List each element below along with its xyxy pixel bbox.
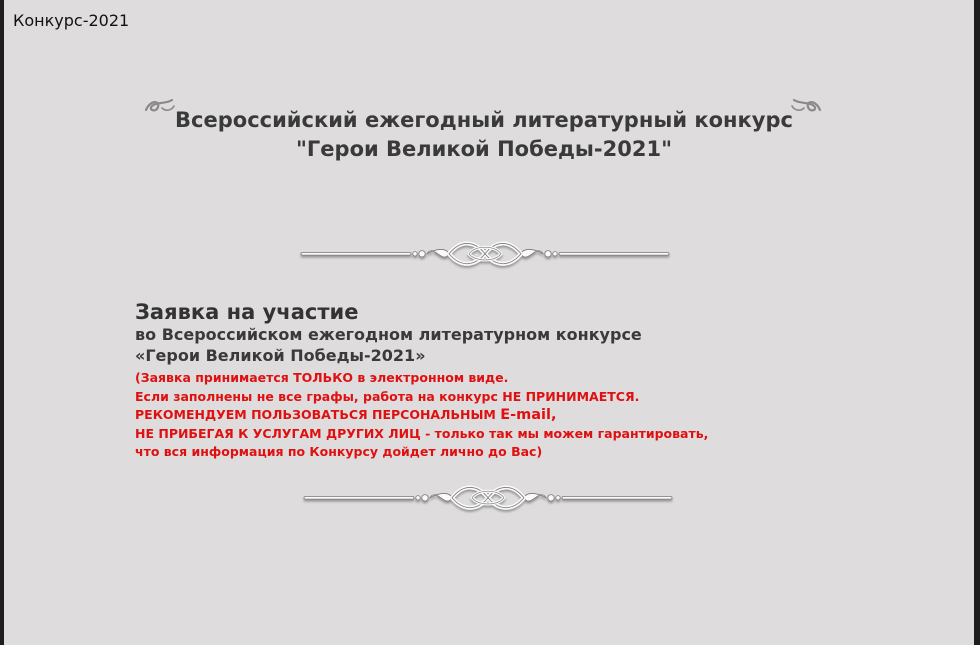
notice-recommend-text: РЕКОМЕНДУЕМ ПОЛЬЗОВАТЬСЯ ПЕРСОНАЛЬНЫМ — [135, 407, 501, 422]
application-form-intro — [135, 300, 735, 462]
notice-line-3 — [135, 406, 735, 425]
right-flourish-icon — [790, 96, 824, 116]
form-subtitle-line-2: «Герои Великой Победы-2021» — [135, 346, 426, 365]
form-heading: Заявка на участие — [135, 300, 359, 324]
form-subtitle-line-1: во Всероссийском ежегодном литературном конкурсе — [135, 325, 642, 344]
notice-line-1: (Заявка принимается ТОЛЬКО в электронном виде. — [135, 370, 509, 385]
notice-email-text: E-mail, — [500, 407, 557, 423]
ornamental-divider-icon — [299, 237, 671, 271]
ornamental-divider-bottom-icon — [302, 481, 674, 515]
page-title-line-2: "Герои Великой Победы-2021" — [295, 137, 673, 161]
notice-line-5: что вся информация по Конкурсу дойдет лично до Вас) — [135, 444, 543, 459]
page-content — [4, 0, 974, 645]
page-title-line-1: Всероссийский ежегодный литературный конкурс — [175, 108, 793, 132]
notice-line-2: Если заполнены не все графы, работа на конкурс НЕ ПРИНИМАЕТСЯ. — [135, 388, 640, 404]
submission-notice — [135, 369, 735, 462]
window-title: Конкурс-2021 — [13, 11, 130, 30]
notice-line-4: НЕ ПРИБЕГАЯ К УСЛУГАМ ДРУГИХ ЛИЦ - только так мы можем гарантировать, — [135, 425, 709, 441]
page-title — [104, 106, 864, 164]
